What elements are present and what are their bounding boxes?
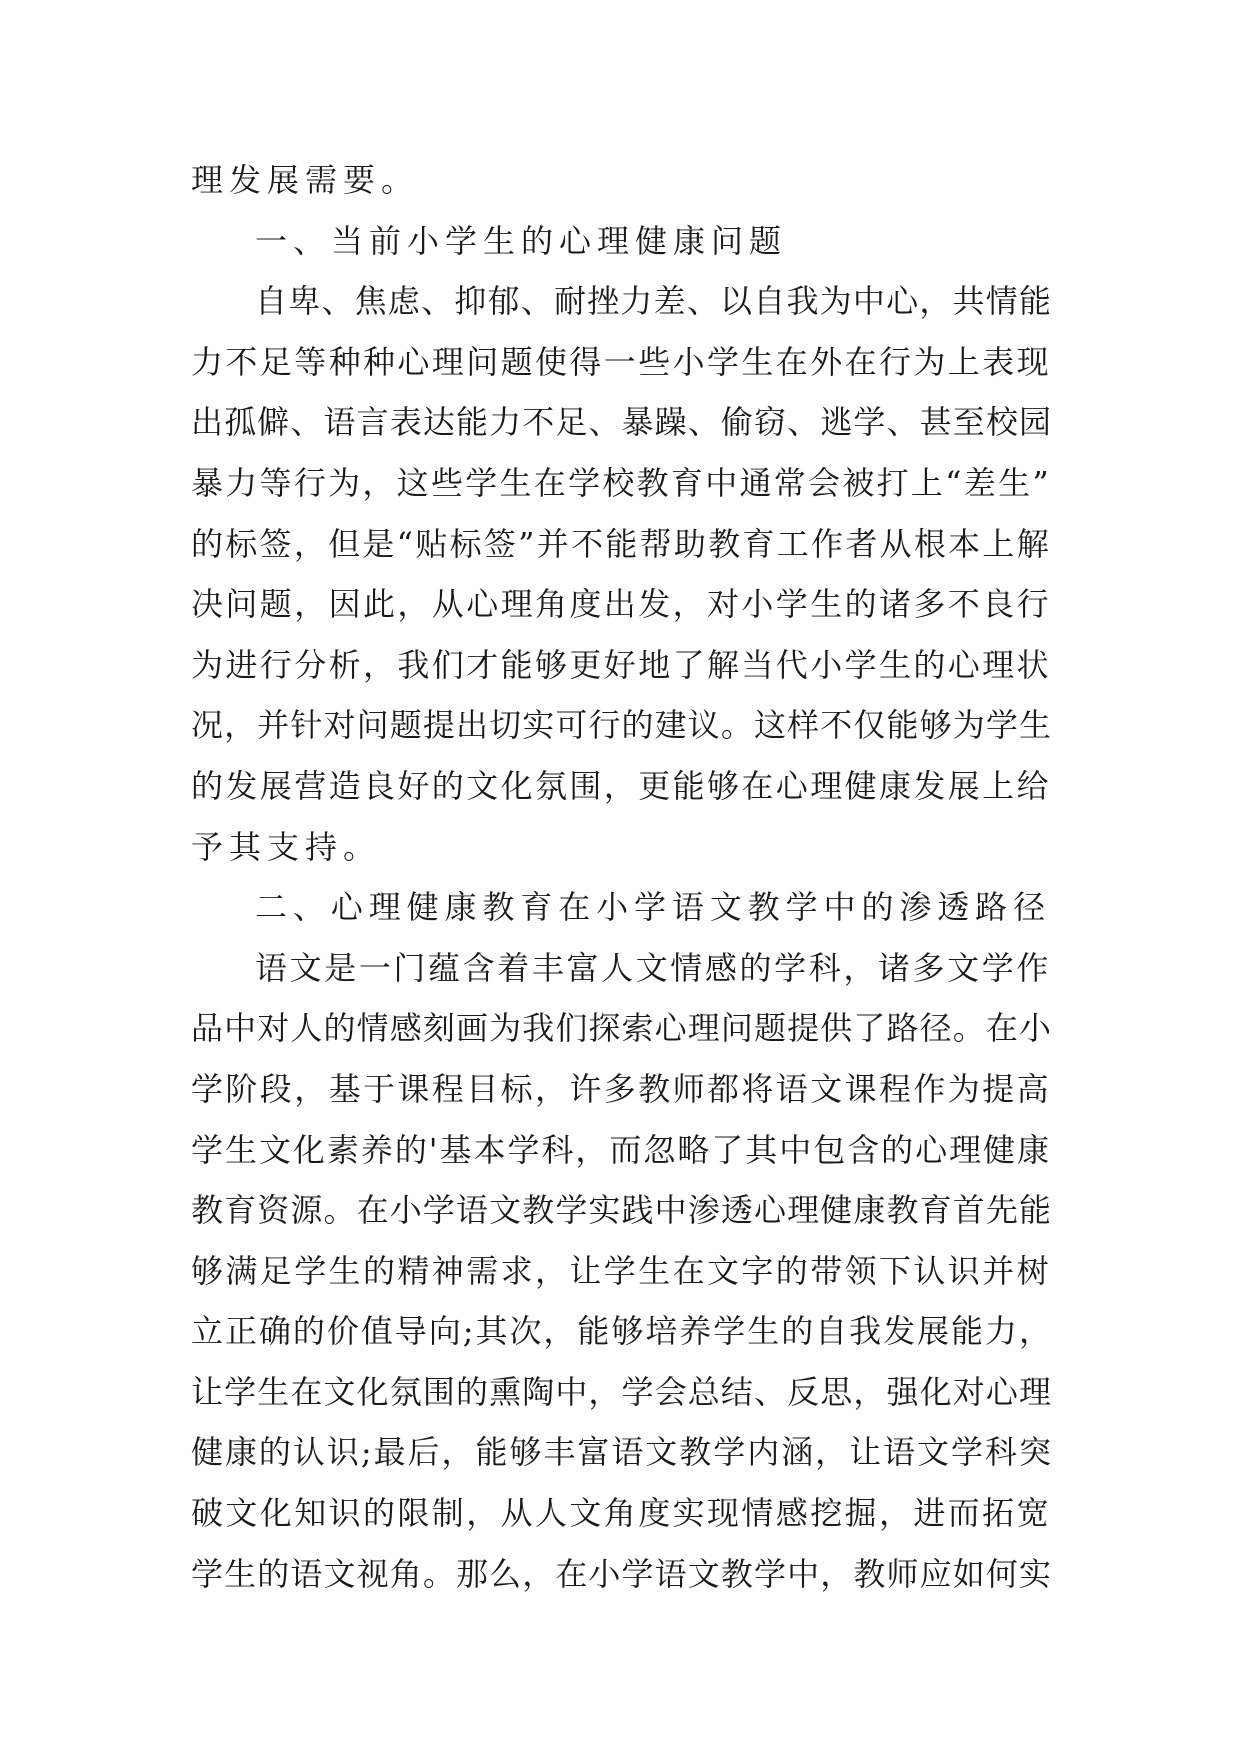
paragraph-line: 自卑、焦虑、抑郁、耐挫力差、以自我为中心，共情能 [255, 282, 1053, 321]
paragraph-line: 够满足学生的精神需求，让学生在文字的带领下认识并树 [191, 1251, 1051, 1290]
paragraph-line: 立正确的价值导向;其次，能够培养学生的自我发展能力， [191, 1312, 1053, 1351]
paragraph-line: 学阶段，基于课程目标，许多教师都将语文课程作为提高 [191, 1069, 1051, 1108]
paragraph-line: 理发展需要。 [191, 161, 420, 199]
paragraph-line: 学生文化素养的'基本学科，而忽略了其中包含的心理健康 [191, 1130, 1051, 1169]
paragraph-line: 教育资源。在小学语文教学实践中渗透心理健康教育首先能 [191, 1191, 1053, 1230]
section-heading: 一、当前小学生的心理健康问题 [255, 221, 788, 260]
paragraph-line: 让学生在文化氛围的熏陶中，学会总结、反思，强化对心理 [191, 1372, 1053, 1411]
paragraph-line: 暴力等行为，这些学生在学校教育中通常会被打上“差生” [191, 463, 1051, 502]
paragraph-line: 况，并针对问题提出切实可行的建议。这样不仅能够为学生 [191, 706, 1053, 745]
paragraph-line: 力不足等种种心理问题使得一些小学生在外在行为上表现 [191, 342, 1051, 381]
document-body [191, 150, 1051, 1604]
paragraph-line: 的发展营造良好的文化氛围，更能够在心理健康发展上给 [191, 766, 1051, 805]
section-heading: 二、心理健康教育在小学语文教学中的渗透路径 [255, 888, 1051, 927]
paragraph-line: 为进行分析，我们才能够更好地了解当代小学生的心理状 [191, 645, 1051, 684]
paragraph-line: 决问题，因此，从心理角度出发，对小学生的诸多不良行 [191, 585, 1051, 624]
paragraph-line: 语文是一门蕴含着丰富人文情感的学科，诸多文学作 [255, 948, 1051, 987]
paragraph-line: 破文化知识的限制，从人文角度实现情感挖掘，进而拓宽 [191, 1494, 1051, 1533]
paragraph-line: 的标签，但是“贴标签”并不能帮助教育工作者从根本上解 [191, 524, 1051, 563]
paragraph-line: 学生的语文视角。那么，在小学语文教学中，教师应如何实 [191, 1554, 1053, 1593]
paragraph-line: 出孤僻、语言表达能力不足、暴躁、偷窃、逃学、甚至校园 [191, 403, 1053, 442]
paragraph-line: 品中对人的情感刻画为我们探索心理问题提供了路径。在小 [191, 1009, 1053, 1048]
paragraph-line: 健康的认识;最后，能够丰富语文教学内涵，让语文学科突 [191, 1433, 1053, 1472]
paragraph-line: 予其支持。 [191, 827, 382, 866]
